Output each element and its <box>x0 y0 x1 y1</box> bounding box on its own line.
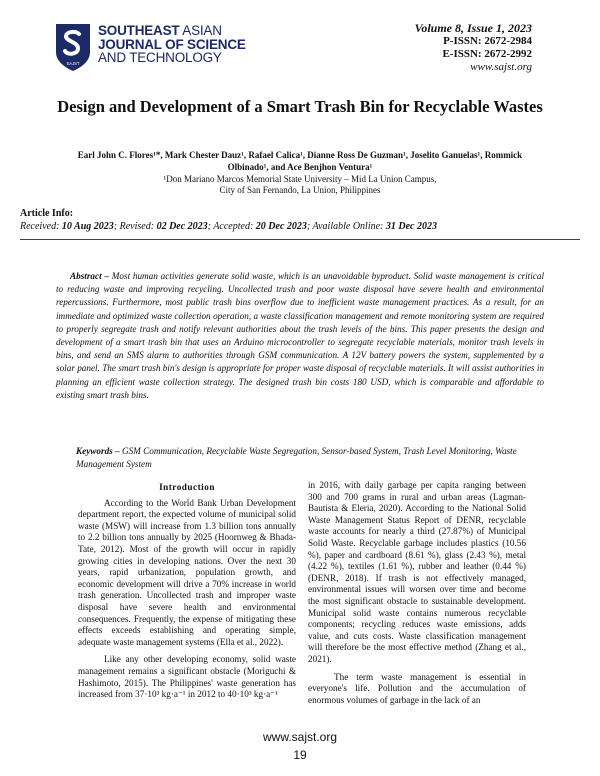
revised-date: 02 Dec 2023 <box>156 221 208 232</box>
journal-name-line1-rest: ASIAN <box>179 23 222 38</box>
received-date: 10 Aug 2023 <box>61 221 114 232</box>
left-column <box>78 480 296 707</box>
accepted-date: 20 Dec 2023 <box>255 221 307 232</box>
received-label: Received: <box>20 221 62 232</box>
journal-name-line2: JOURNAL OF SCIENCE <box>98 36 246 52</box>
body-paragraph: According to the World Bank Urban Development department report, the expected volume of municipal solid waste (MSW) will increase from 1.3 billion tons annually to 2.2 billion tons annually by 2025 (Hoornweg & Bhada-Tate, 2012). Most of the growth will occur in rapidly growing cities in developing nations. Over the next 30 years, rapid urbanization, population growth, and economic development will drive a 70% increase in world trash generation. Uncollected trash and improper waste disposal have severe health and environmental consequences. Frequently, the expense of mitigating these effects exceeds establishing and operating simple, adequate waste management systems (Ella et al., 2022). <box>78 497 296 647</box>
online-date: 31 Dec 2023 <box>385 221 437 232</box>
accepted-label: ; Accepted: <box>207 221 256 232</box>
keywords <box>76 445 526 470</box>
affiliation-line1: ¹Don Mariano Marcos Memorial State University – Mid La Union Campus, <box>163 174 437 184</box>
body-paragraph: Like any other developing economy, solid waste management remains a significant obstacle (Moriguchi & Hashimoto, 2015). The Philippines' waste generation has increased from 37·10³ kg·a⁻¹ in 2012 to 40·10³ kg·a⁻¹ <box>78 654 296 700</box>
journal-name-line1-bold: SOUTHEAST <box>98 23 180 38</box>
journal-name <box>98 24 246 65</box>
revised-label: ; Revised: <box>113 221 157 232</box>
footer-website-link[interactable]: www.sajst.org <box>262 730 338 744</box>
volume-issue: Volume 8, Issue 1, 2023 <box>414 21 532 35</box>
keywords-text: GSM Communication, Recyclable Waste Segregation, Sensor-based System, Trash Level Monitoring, Waste Management System <box>76 446 517 469</box>
affiliation-line2: City of San Fernando, La Union, Philippines <box>219 185 381 195</box>
print-issn: P-ISSN: 2672-2984 <box>443 35 532 47</box>
journal-website-link[interactable]: www.sajst.org <box>470 61 532 73</box>
article-info-heading: Article Info: <box>20 208 74 219</box>
abstract <box>56 270 544 402</box>
introduction-heading: Introduction <box>159 482 215 492</box>
keywords-label: Keywords – <box>76 446 120 456</box>
right-column <box>308 480 526 712</box>
abstract-label: Abstract – <box>70 271 109 281</box>
author-list: Earl John C. Flores¹*, Mark Chester Dauz¹, Rafael Calica¹, Dianne Ross De Guzman¹, Joselito Ganuelas¹, Rommick Olbinado¹, and Ace Benjhon Ventura¹ <box>77 150 523 172</box>
header-divider <box>20 239 580 240</box>
paper-title: Design and Development of a Smart Trash Bin for Recyclable Wastes <box>57 97 543 116</box>
journal-logo-icon <box>54 22 92 72</box>
article-dates <box>20 221 437 232</box>
affiliation <box>60 174 540 196</box>
body-paragraph: in 2016, with daily garbage per capita ranging between 300 and 700 grams in rural and urban areas (Lagman-Bautista & Eleria, 2020). According to the National Solid Waste Management Status Report of DENR, recyclable waste accounts for nearly a third (27.87%) of Municipal Solid Waste. Recyclable garbage includes plastics (10.56 %), paper and cardboard (8.61 %), glass (2.43 %), metal (4.22 %), textiles (1.61 %), rubber and leather (0.44 %) (DENR, 2018). If trash is not effectively managed, environmental issues will worsen over time and become the most significant obstacle to sustainable development. Municipal solid waste contains numerous recyclable components; recycling reduces waste emissions, adds value, and cuts costs. Waste classification management will therefore be the most effective method (Zhang et al., 2021). <box>308 480 526 664</box>
logo-text: SAJST <box>66 61 80 66</box>
issue-info <box>415 22 532 74</box>
abstract-text: Most human activities generate solid waste, which is an unavoidable byproduct. Solid waste management is critical to reducing waste and improving recycling. Uncollected trash and poor waste disposal have severe health and environmental repercussions. Furthermore, most public trash bins overflow due to inefficient waste management practices. As a result, for an immediate and optimized waste collection operation, a waste classification management and remote monitoring system are required to properly segregate trash and notify relevant authorities about the trash levels of the bins. This paper presents the design and development of a smart trash bin that uses an Arduino microcontroller to segregate recyclable materials, monitor trash levels in bins, and send an SMS alarm to authorities through GSM communication. A 12V battery powers the system, supplemented by a solar panel. The smart trash bin's design is appropriate for proper waste disposal of recyclable materials. It will assist authorities in planning an efficient waste collection strategy. The designed trash bin costs 180 USD, which is comparable and affordable to existing smart trash bins. <box>56 271 544 400</box>
journal-name-line3: AND TECHNOLOGY <box>98 50 222 65</box>
page-number: 19 <box>293 748 307 762</box>
online-label: ; Available Online: <box>306 221 386 232</box>
electronic-issn: E-ISSN: 2672-2992 <box>442 48 532 60</box>
body-paragraph: The term waste management is essential in everyone's life. Pollution and the accumulation of enormous volumes of garbage in the lack of an <box>308 671 526 705</box>
